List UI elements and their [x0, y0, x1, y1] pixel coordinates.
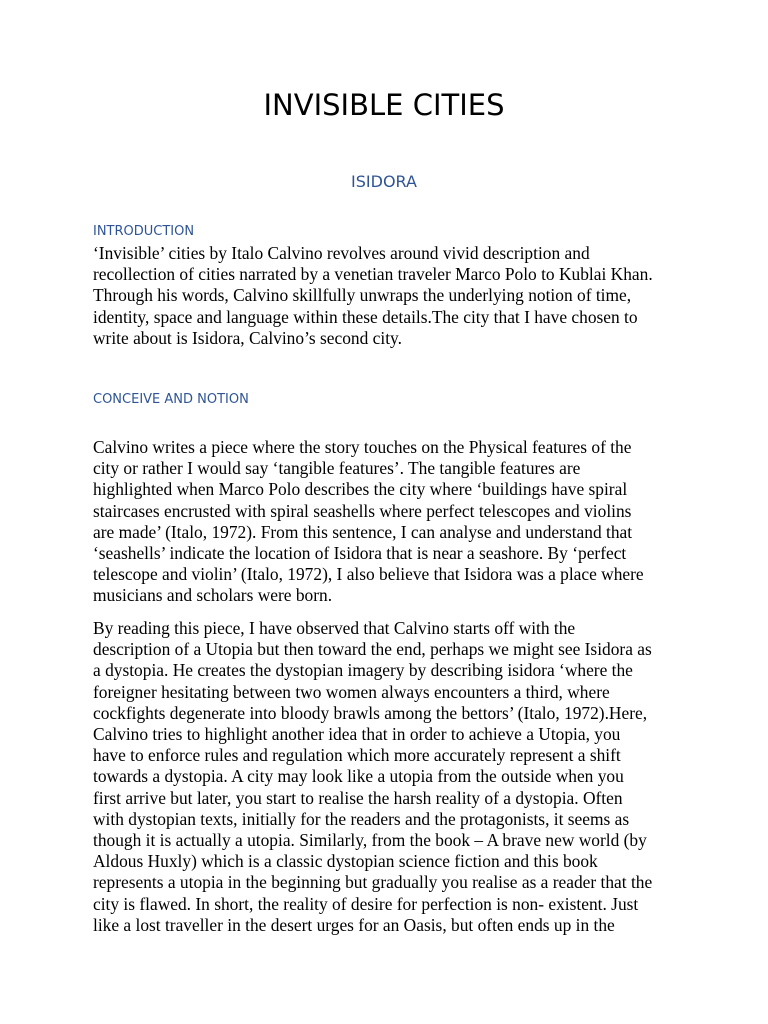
text-line: city is flawed. In short, the reality of desire for perfection is non- existent. Just — [93, 893, 639, 914]
text-line: towards a dystopia. A city may look like a utopia from the outside when you — [93, 766, 624, 787]
text-line: are made’ (Italo, 1972). From this sentence, I can analyse and understand that — [93, 521, 633, 542]
text-line: have to enforce rules and regulation which more accurately represent a shift — [93, 745, 621, 766]
text-line: recollection of cities narrated by a venetian traveler Marco Polo to Kublai Khan. — [93, 264, 653, 285]
conceive-paragraph-2 — [93, 618, 683, 936]
text-line: By reading this piece, I have observed that Calvino starts off with the — [93, 618, 576, 638]
document-subtitle: ISIDORA — [351, 172, 417, 191]
text-line: with dystopian texts, initially for the readers and the protagonists, it seems as — [93, 808, 630, 829]
text-line: description of a Utopia but then toward the end, perhaps we might see Isidora as — [93, 639, 652, 660]
section-heading-conceive-and-notion: CONCEIVE AND NOTION — [93, 392, 249, 407]
text-line: write about is Isidora, Calvino’s second city. — [93, 327, 402, 348]
text-line: city or rather I would say ‘tangible features’. The tangible features are — [93, 458, 581, 479]
text-line: a dystopia. He creates the dystopian imagery by describing isidora ‘where the — [93, 660, 633, 681]
text-line: foreigner hesitating between two women always encounters a third, where — [93, 681, 610, 702]
text-line: though it is actually a utopia. Similarly, from the book – A brave new world (by — [93, 830, 647, 851]
text-line: first arrive but later, you start to realise the harsh reality of a dystopia. Often — [93, 787, 623, 808]
text-line: Calvino writes a piece where the story touches on the Physical features of the — [93, 437, 632, 457]
text-line: represents a utopia in the beginning but gradually you realise as a reader that the — [93, 872, 653, 893]
text-line: musicians and scholars were born. — [93, 585, 333, 606]
text-line: identity, space and language within these details.The city that I have chosen to — [93, 306, 638, 327]
text-line: like a lost traveller in the desert urges for an Oasis, but often ends up in the — [93, 914, 615, 935]
text-line: Aldous Huxly) which is a classic dystopian science fiction and this book — [93, 851, 598, 872]
text-line: ‘Invisible’ cities by Italo Calvino revolves around vivid description and — [93, 243, 590, 263]
section-heading-introduction: INTRODUCTION — [93, 224, 195, 239]
text-line: Calvino tries to highlight another idea that in order to achieve a Utopia, you — [93, 724, 621, 745]
text-line: highlighted when Marco Polo describes the city where ‘buildings have spiral — [93, 479, 628, 500]
text-line: telescope and violin’ (Italo, 1972), I also believe that Isidora was a place where — [93, 564, 644, 585]
introduction-paragraph — [93, 243, 683, 349]
text-line: ‘seashells’ indicate the location of Isidora that is near a seashore. By ‘perfect — [93, 543, 627, 564]
text-line: cockfights degenerate into bloody brawls among the bettors’ (Italo, 1972).Here, — [93, 702, 648, 723]
document-title: INVISIBLE CITIES — [263, 88, 505, 122]
text-line: staircases encrusted with spiral seashells where perfect telescopes and violins — [93, 500, 632, 521]
text-line: Through his words, Calvino skillfully unwraps the underlying notion of time, — [93, 285, 632, 306]
conceive-paragraph-1 — [93, 437, 683, 607]
